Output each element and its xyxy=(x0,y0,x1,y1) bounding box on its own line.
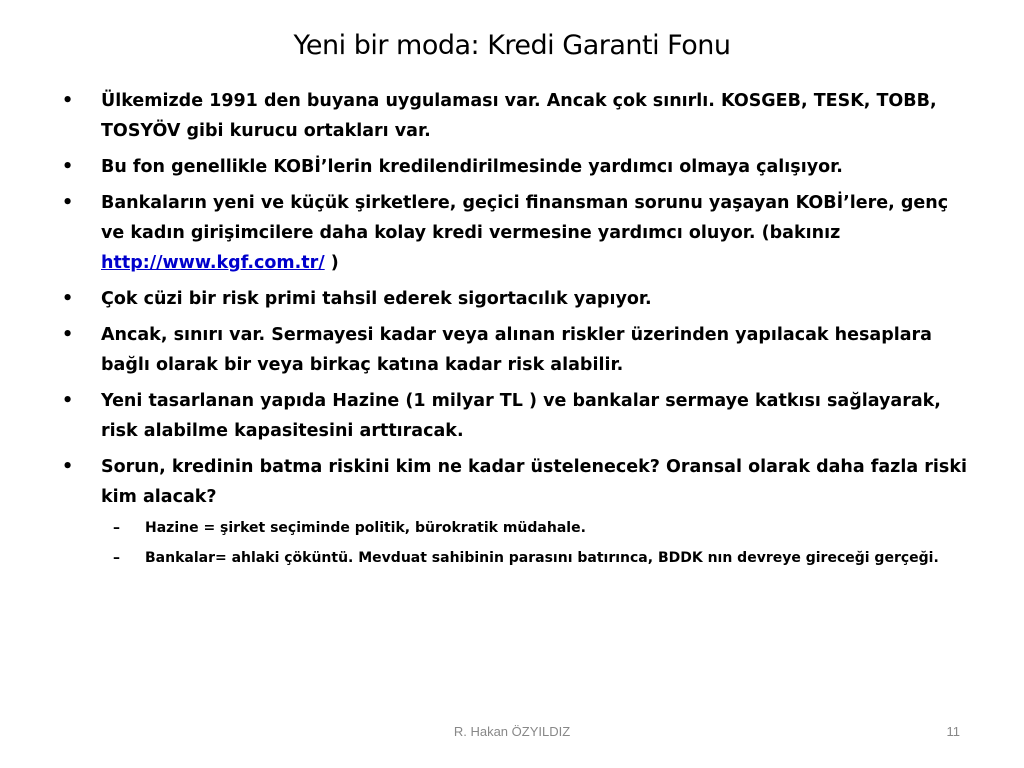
sub-bullet-item xyxy=(101,546,968,570)
slide-title: Yeni bir moda: Kredi Garanti Fonu xyxy=(293,30,731,61)
bullet-item xyxy=(56,284,968,314)
sub-bullet-text: Bankalar= ahlaki çöküntü. Mevduat sahibinin parasını batırınca, BDDK nın devreye gireceği gerçeği. xyxy=(145,550,939,566)
bullet-item xyxy=(56,188,968,278)
bullet-icon: • xyxy=(62,91,74,111)
kgf-link[interactable]: http://www.kgf.com.tr/ xyxy=(101,253,325,273)
sub-bullet-text: Hazine = şirket seçiminde politik, bürokratik müdahale. xyxy=(145,520,586,536)
bullet-text: Sorun, kredinin batma riskini kim ne kadar üstelenecek? Oransal olarak daha fazla riski kim alacak? xyxy=(101,457,967,507)
bullet-item xyxy=(56,152,968,182)
slide-body xyxy=(56,86,968,576)
dash-icon: – xyxy=(113,520,120,536)
bullet-icon: • xyxy=(62,157,74,177)
page-number: 11 xyxy=(946,724,960,739)
bullet-list xyxy=(56,86,968,570)
dash-icon: – xyxy=(113,550,120,566)
bullet-text: Ancak, sınırı var. Sermayesi kadar veya alınan riskler üzerinden yapılacak hesaplara bağlı olarak bir veya birkaç katına kadar risk alabilir. xyxy=(101,325,932,375)
bullet-item xyxy=(56,320,968,380)
bullet-text-end: ) xyxy=(324,253,339,273)
bullet-item xyxy=(56,86,968,146)
bullet-text: Yeni tasarlanan yapıda Hazine (1 milyar TL ) ve bankalar sermaye katkısı sağlayarak, risk alabilme kapasitesini arttıracak. xyxy=(101,391,941,441)
bullet-text: Çok cüzi bir risk primi tahsil ederek sigortacılık yapıyor. xyxy=(101,289,652,309)
bullet-text: Ülkemizde 1991 den buyana uygulaması var. Ancak çok sınırlı. KOSGEB, TESK, TOBB, TOSYÖV gibi kurucu ortakları var. xyxy=(101,91,937,141)
bullet-text: Bu fon genellikle KOBİ’lerin kredilendirilmesinde yardımcı olmaya çalışıyor. xyxy=(101,157,843,177)
bullet-icon: • xyxy=(62,193,74,213)
sub-bullet-item xyxy=(101,516,968,540)
bullet-icon: • xyxy=(62,391,74,411)
bullet-item xyxy=(56,386,968,446)
bullet-text: Bankaların yeni ve küçük şirketlere, geçici finansman sorunu yaşayan KOBİ’lere, genç ve kadın girişimcilere daha kolay kredi vermesine yardımcı oluyor. (bakınız xyxy=(101,193,949,243)
sub-bullet-list xyxy=(101,516,968,570)
bullet-item xyxy=(56,452,968,570)
bullet-icon: • xyxy=(62,457,74,477)
bullet-icon: • xyxy=(62,289,74,309)
bullet-icon: • xyxy=(62,325,74,345)
footer-author: R. Hakan ÖZYILDIZ xyxy=(453,724,571,739)
